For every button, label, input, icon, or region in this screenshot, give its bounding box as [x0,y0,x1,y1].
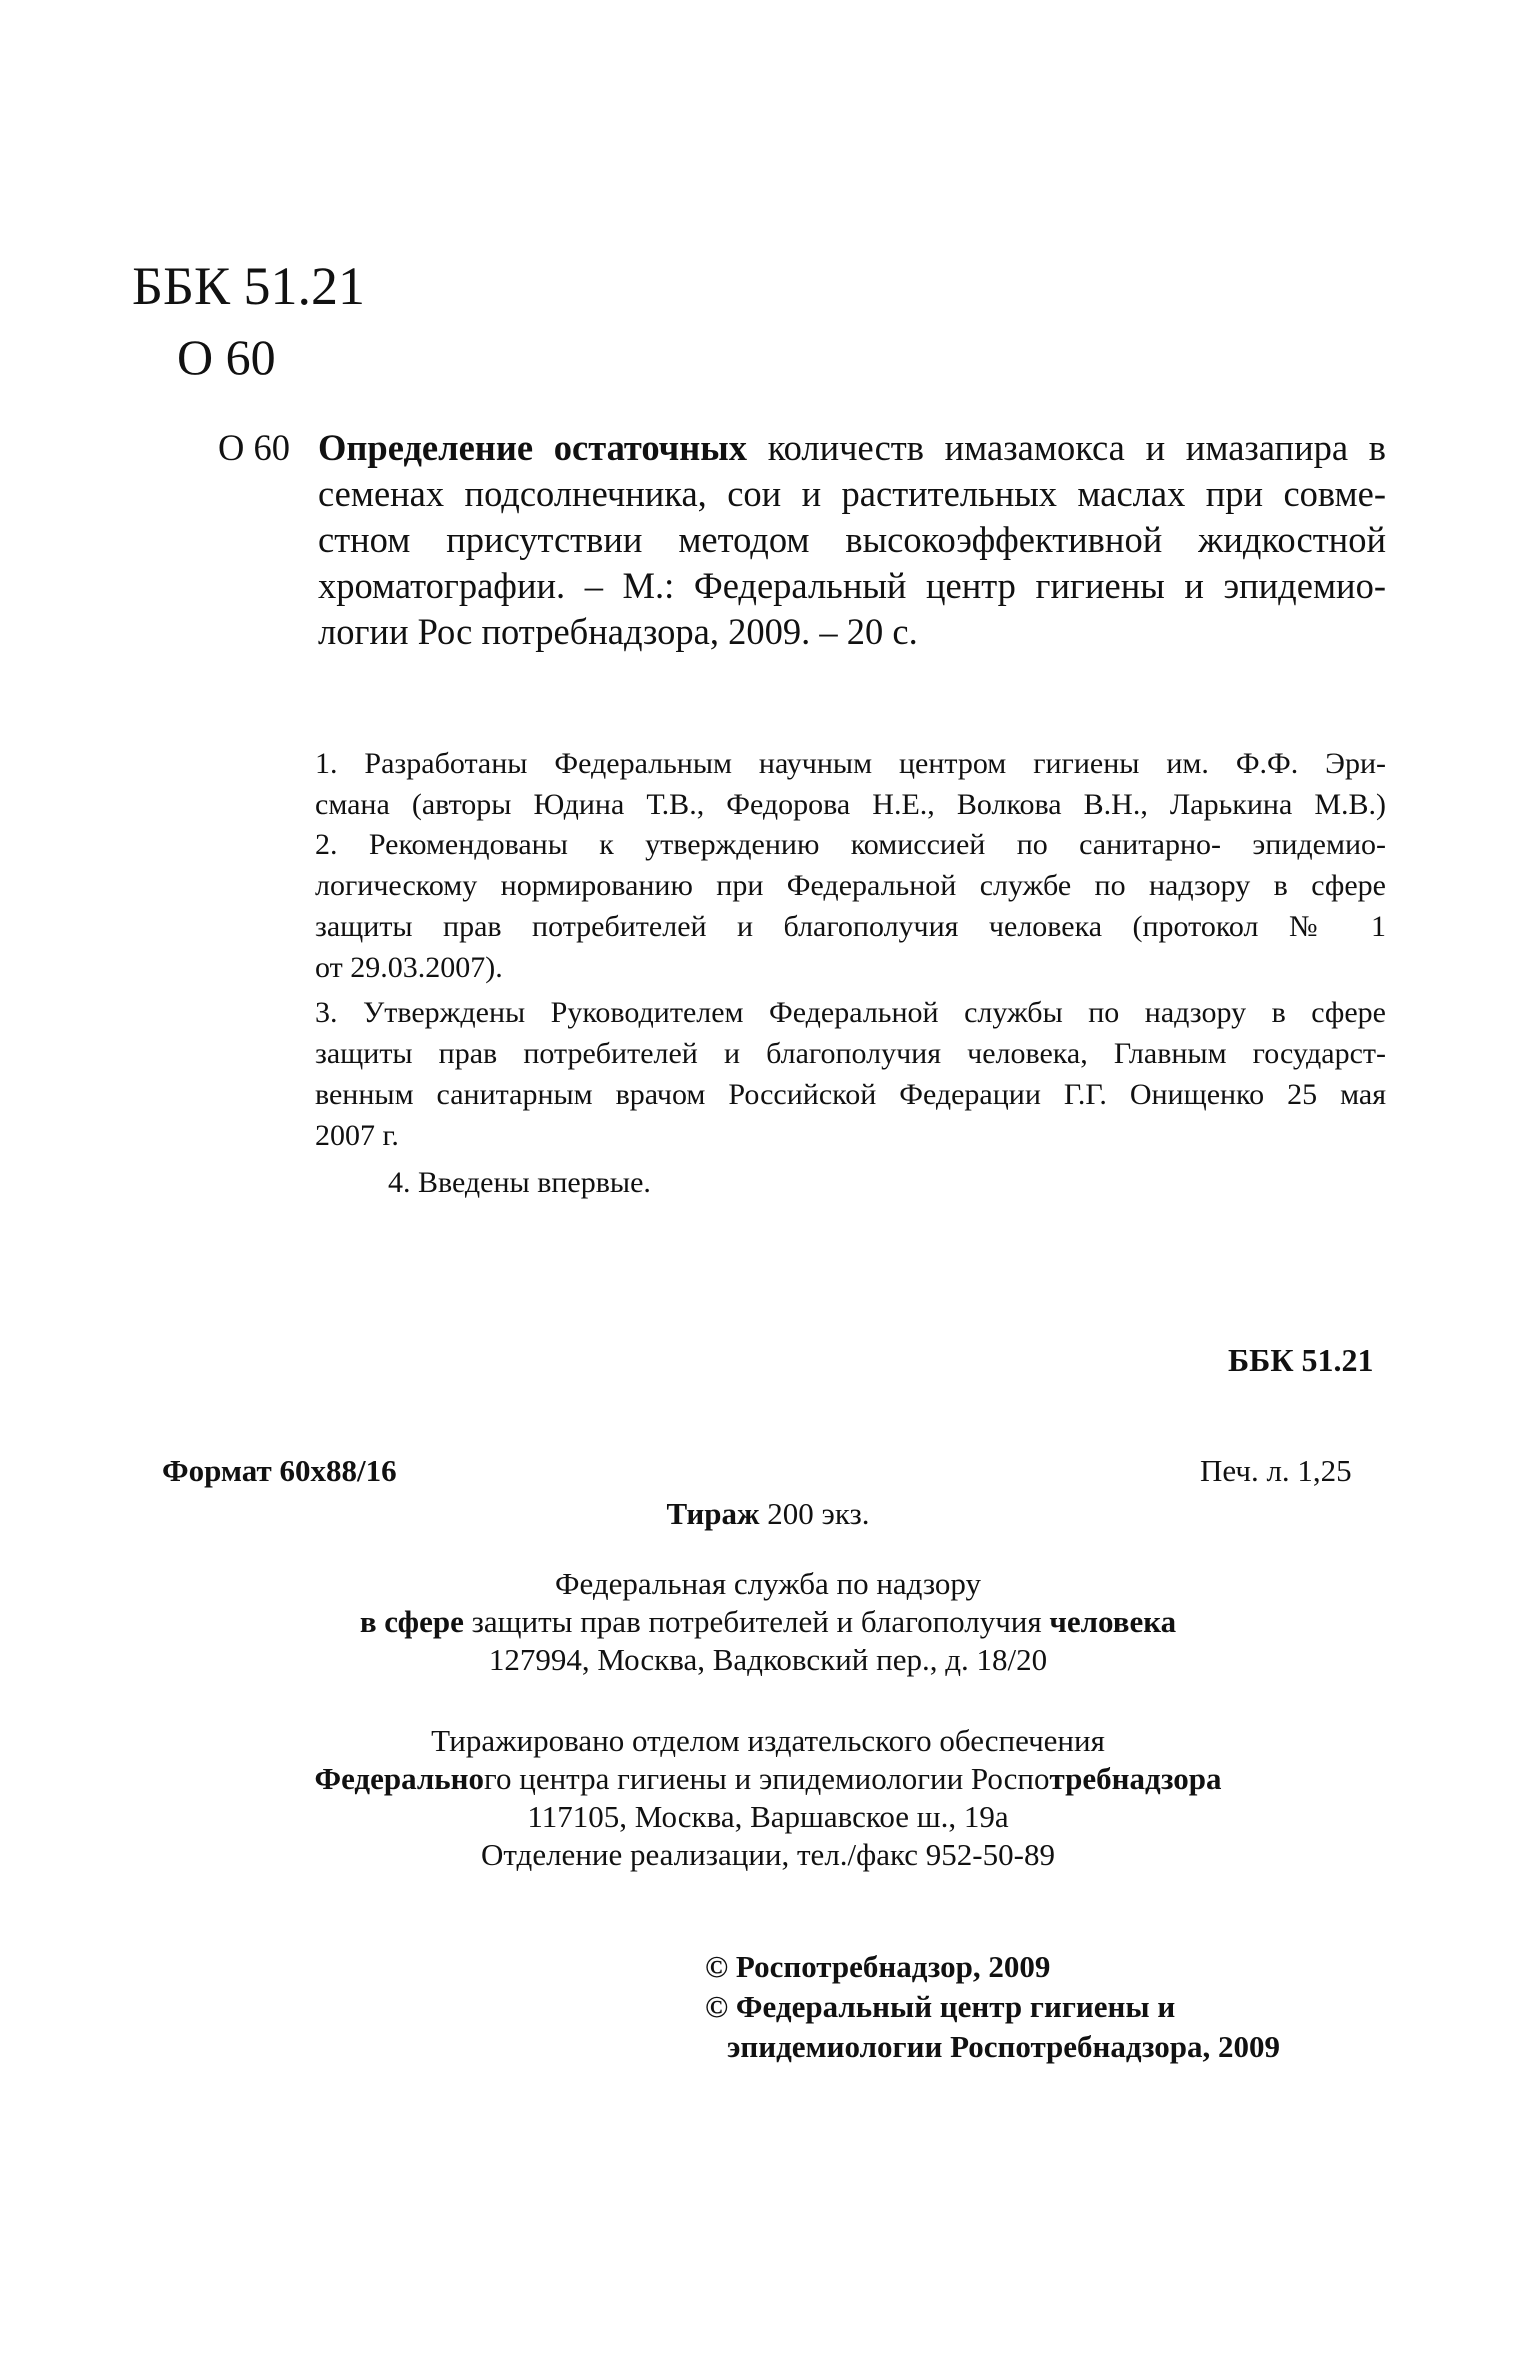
entry-line-2: семенах подсолнечника, сои и растительных маслах при совме- [318,473,1386,514]
info-item-3-line-1: 3. Утверждены Руководителем Федеральной службы по надзору в сфере [315,996,1386,1029]
entry-text [318,425,1386,655]
info-item-1 [315,743,1386,825]
info-item-3-line-4: 2007 г. [315,1119,399,1152]
copyright-block [705,1947,1280,2067]
bbk-index-top: ББК 51.21 [132,256,366,316]
publisher-block [0,1565,1536,1679]
publisher-line-2 [0,1603,1536,1641]
bbk-index-right: ББК 51.21 [1228,1342,1374,1378]
bibliographic-entry [218,425,1386,655]
printed-sheets: Печ. л. 1,25 [1200,1453,1352,1488]
info-item-3-line-3: венным санитарным врачом Российской Федерации Г.Г. Онищенко 25 мая [315,1078,1386,1111]
entry-line-5: логии Рос потребнадзора, 2009. – 20 с. [318,611,918,652]
entry-line-1-rest: количеств имазамокса и имазапира в [747,427,1386,468]
printer-line-2-bold-b: требнадзора [1049,1761,1222,1796]
print-run-value: 200 экз. [759,1496,870,1531]
info-item-3-line-2: защиты прав потребителей и благополучия человека, Главным государст- [315,1037,1386,1070]
publisher-address: 127994, Москва, Вадковский пер., д. 18/20 [488,1642,1048,1677]
copyright-line-2: © Федеральный центр гигиены и [705,1989,1176,2024]
printer-block [0,1722,1536,1874]
printer-line-2-mid: го центра гигиены и эпидемиологии Роспо [484,1761,1050,1796]
print-run [0,1496,1536,1532]
info-item-1-line-2: смана (авторы Юдина Т.В., Федорова Н.Е., Волкова В.Н., Ларькина М.В.) [315,788,1386,821]
printer-sales-contact: Отделение реализации, тел./факс 952-50-89 [481,1837,1055,1872]
info-item-2-line-3: защиты прав потребителей и благополучия человека (протокол № 1 [315,910,1386,943]
printer-line-2 [0,1760,1536,1798]
entry-title-bold: Определение остаточных [318,427,747,468]
printer-line-2-bold-a: Федерально [314,1761,485,1796]
entry-code: О 60 [218,427,290,468]
info-item-4: 4. Введены впервые. [388,1166,651,1199]
info-item-2-line-2: логическому нормированию при Федеральной службе по надзору в сфере [315,869,1386,902]
copyright-line-3: эпидемиологии Роспотребнадзора, 2009 [727,2029,1280,2064]
entry-line-1 [318,425,1386,471]
info-item-1-line-1: 1. Разработаны Федеральным научным центром гигиены им. Ф.Ф. Эри- [315,747,1386,780]
publisher-line-2-bold-a: в сфере [359,1604,464,1639]
format-label: Формат 60x88/16 [162,1453,397,1488]
printer-line-1: Тиражировано отделом издательского обеспечения [431,1723,1105,1758]
info-item-2-line-1: 2. Рекомендованы к утверждению комиссией по санитарно- эпидемио- [315,828,1386,861]
copyright-line-1: © Роспотребнадзор, 2009 [705,1949,1051,1984]
publisher-line-2-mid: защиты прав потребителей и благополучия [463,1604,1050,1639]
print-run-label: Тираж [666,1496,760,1531]
info-item-2-line-4: от 29.03.2007). [315,951,503,984]
author-sign-top: О 60 [177,329,276,385]
publisher-line-1: Федеральная служба по надзору [555,1566,981,1601]
entry-line-3: стном присутствии методом высокоэффективной жидкостной [318,519,1386,560]
entry-line-4: хроматографии. – М.: Федеральный центр гигиены и эпидемио- [318,565,1386,606]
info-item-2 [315,824,1386,988]
printer-address: 117105, Москва, Варшавское ш., 19а [527,1799,1009,1834]
info-item-3 [315,992,1386,1156]
publisher-line-2-bold-b: человека [1049,1604,1177,1639]
